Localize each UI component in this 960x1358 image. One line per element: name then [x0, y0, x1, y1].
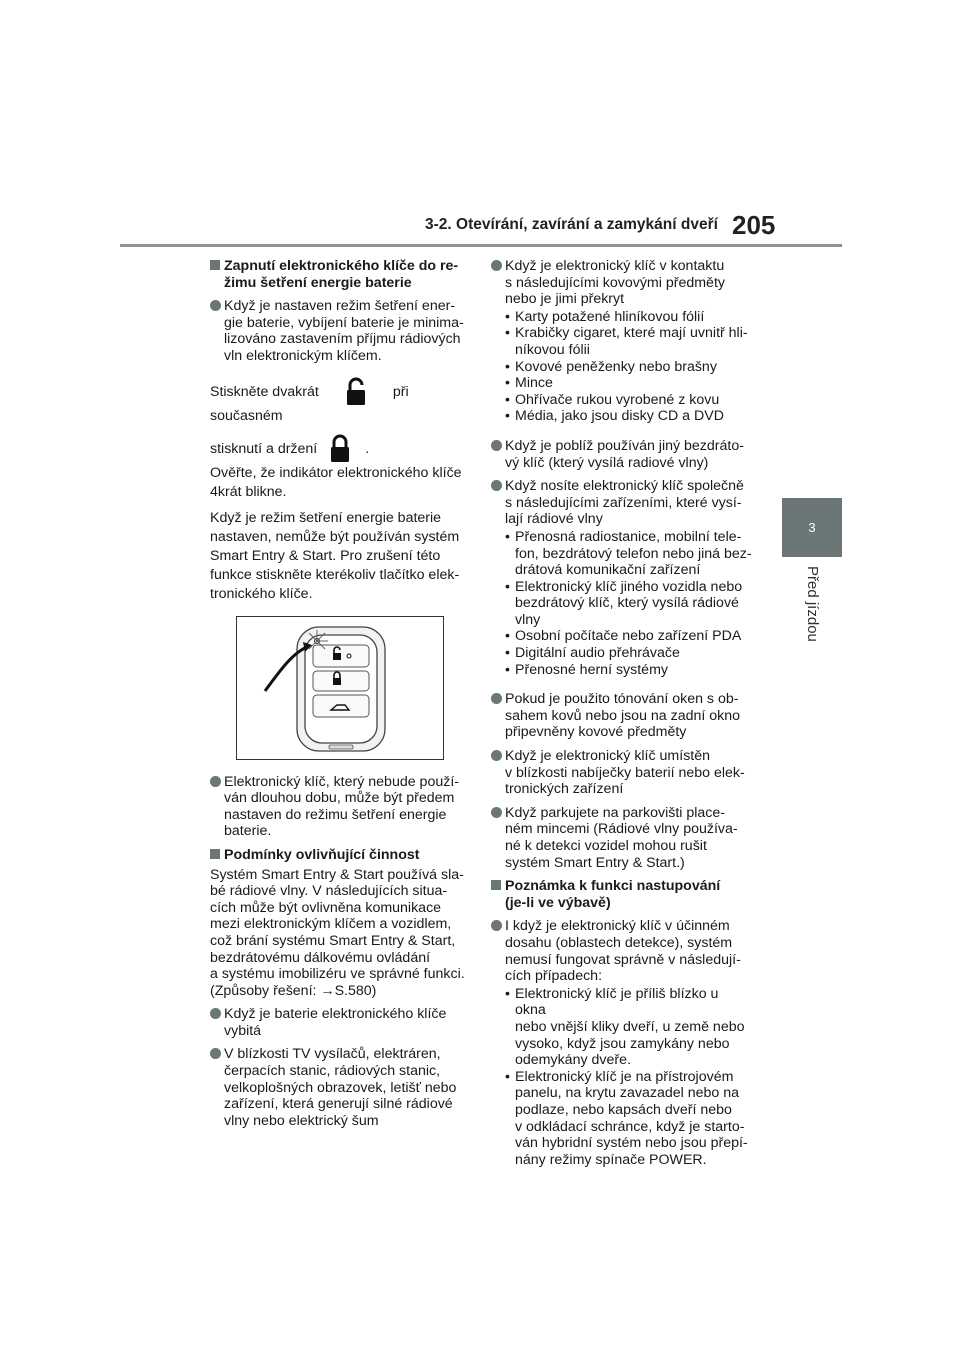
heading-conditions: Podmínky ovlivňující činnost [210, 847, 472, 864]
instruction-text-1: Stiskněte dvakrát [210, 383, 319, 400]
bullet-long-unused: Elektronický klíč, který nebude použí- ván dlouhou dobu, může být předem nastaven do režimu šetření energie baterie. [210, 774, 472, 840]
bullet-battery-charger: Když je elektronický klíč umístěn v blízkosti nabíječky baterií nebo elek- tronických zařízení [491, 748, 753, 798]
detection-cases-list [491, 986, 753, 1169]
list-item: • Média, jako jsou disky CD a DVD [491, 408, 753, 425]
list-item: • Digitální audio přehrávače [491, 645, 753, 662]
list-item: • Osobní počítače nebo zařízení PDA [491, 628, 753, 645]
lock-icon [317, 434, 365, 464]
bullet-radio-devices: Když nosíte elektronický klíč společně s následujícími zařízeními, které vysí- lají rádiové vlny [491, 478, 753, 528]
section-title: 3-2. Otevírání, zavírání a zamykání dveří [425, 216, 718, 233]
instruction-line-2 [210, 434, 472, 464]
chapter-label [768, 566, 858, 656]
cancel-text: Když je režim šetření energie baterie nastaven, nemůže být používán systém Smart Entry & Start. Pro zrušení této funkce stiskněte kterékoliv tlačítko elek- tronického klíče. [210, 509, 460, 602]
metal-items-list [491, 309, 753, 425]
heading-battery-saving: Zapnutí elektronického klíče do re- žimu šetření energie baterie [210, 258, 472, 291]
key-fob-illustration [237, 617, 443, 759]
list-item: • Krabičky cigaret, které mají uvnitř hli- níkovou fólii [491, 325, 753, 358]
list-item: • Elektronický klíč je příliš blízko u okna nebo vnější kliky dveří, u země nebo vysoko, když jsou zamykány nebo odemykány dveře. [491, 986, 753, 1069]
list-item: • Kovové peněženky nebo brašny [491, 359, 753, 376]
left-column [210, 258, 472, 1136]
instruction-text-4: . [365, 440, 370, 457]
key-fob-figure [236, 616, 444, 760]
list-item: • Přenosná radiostanice, mobilní tele- fon, bezdrátový telefon nebo jiná bez- drátová komunikační zařízení [491, 529, 753, 579]
bullet-window-tint: Pokud je použito tónování oken s ob- sahem kovů nebo jsou na zadní okno připevněny kovové předměty [491, 691, 753, 741]
bullet-coin-parking: Když parkujete na parkovišti place- ném mincemi (Rádiové vlny používa- né k detekci vozidel mohou rušit systém Smart Entry & Start.) [491, 805, 753, 871]
instruction-line-1 [210, 377, 472, 426]
header-rule [120, 244, 842, 247]
list-item: • Přenosné herní systémy [491, 662, 753, 679]
chapter-tab[interactable]: 3 [782, 498, 842, 557]
verify-text: Ověřte, že indikátor elektronického klíče 4krát blikne. [210, 464, 462, 500]
unlock-icon [319, 377, 393, 407]
chapter-title: Před jízdou [804, 566, 821, 642]
bullet-battery-dead: Když je baterie elektronického klíče vybitá [210, 1006, 472, 1039]
instruction-text-3: stisknutí a držení [210, 440, 318, 457]
list-item: • Elektronický klíč je na přístrojovém panelu, na krytu zavazadel nebo na podlaze, nebo kapsách dveří nebo v odkládací schránce, když je starto- ván hybridní systém nebo jsou přepí- nány režimy spínače POWER. [491, 1069, 753, 1169]
instruction-text-2: při současném [210, 383, 409, 424]
bullet-detection-range: I když je elektronický klíč v účinném dosahu (oblastech detekce), systém nemusí fungovat správně v následují- cích případech: [491, 918, 753, 984]
right-column [491, 258, 753, 1175]
list-item: • Karty potažené hliníkovou fólií [491, 309, 753, 326]
list-item: • Elektronický klíč jiného vozidla nebo bezdrátový klíč, který vysílá rádiové vlny [491, 579, 753, 629]
bullet-near-transmitters: V blízkosti TV vysílačů, elektráren, čerpacích stanic, rádiových stanic, velkoplošných obrazovek, letišť nebo zařízení, která generují silné rádiové vlny nebo elektrický šum [210, 1046, 472, 1129]
page-number: 205 [732, 210, 776, 240]
bullet-battery-saving: Když je nastaven režim šetření ener- gie baterie, vybíjení baterie je minima- lizováno zastavením příjmu rádiových vln elektronickým klíčem. [210, 298, 472, 364]
conditions-text: Systém Smart Entry & Start používá sla- bé rádiové vlny. V následujících situa- cích může být ovlivněna komunikace mezi elektronickým klíčem a vozidlem, což brání systému Smart Entry & Start, bezdrátovému dálkovému ovládání a systému imobilizéru ve správné funkci. (Způsoby řešení: →S.580) [210, 866, 465, 999]
radio-devices-list [491, 529, 753, 678]
bullet-metal-contact: Když je elektronický klíč v kontaktu s následujícími kovovými předměty nebo je jimi překryt [491, 258, 753, 308]
list-item: • Ohřívače rukou vyrobené z kovu [491, 392, 753, 409]
list-item: • Mince [491, 375, 753, 392]
heading-entry-note: Poznámka k funkci nastupování (je-li ve výbavě) [491, 878, 753, 911]
bullet-other-wireless-key: Když je poblíž používán jiný bezdráto- vý klíč (který vysílá radiové vlny) [491, 438, 753, 471]
